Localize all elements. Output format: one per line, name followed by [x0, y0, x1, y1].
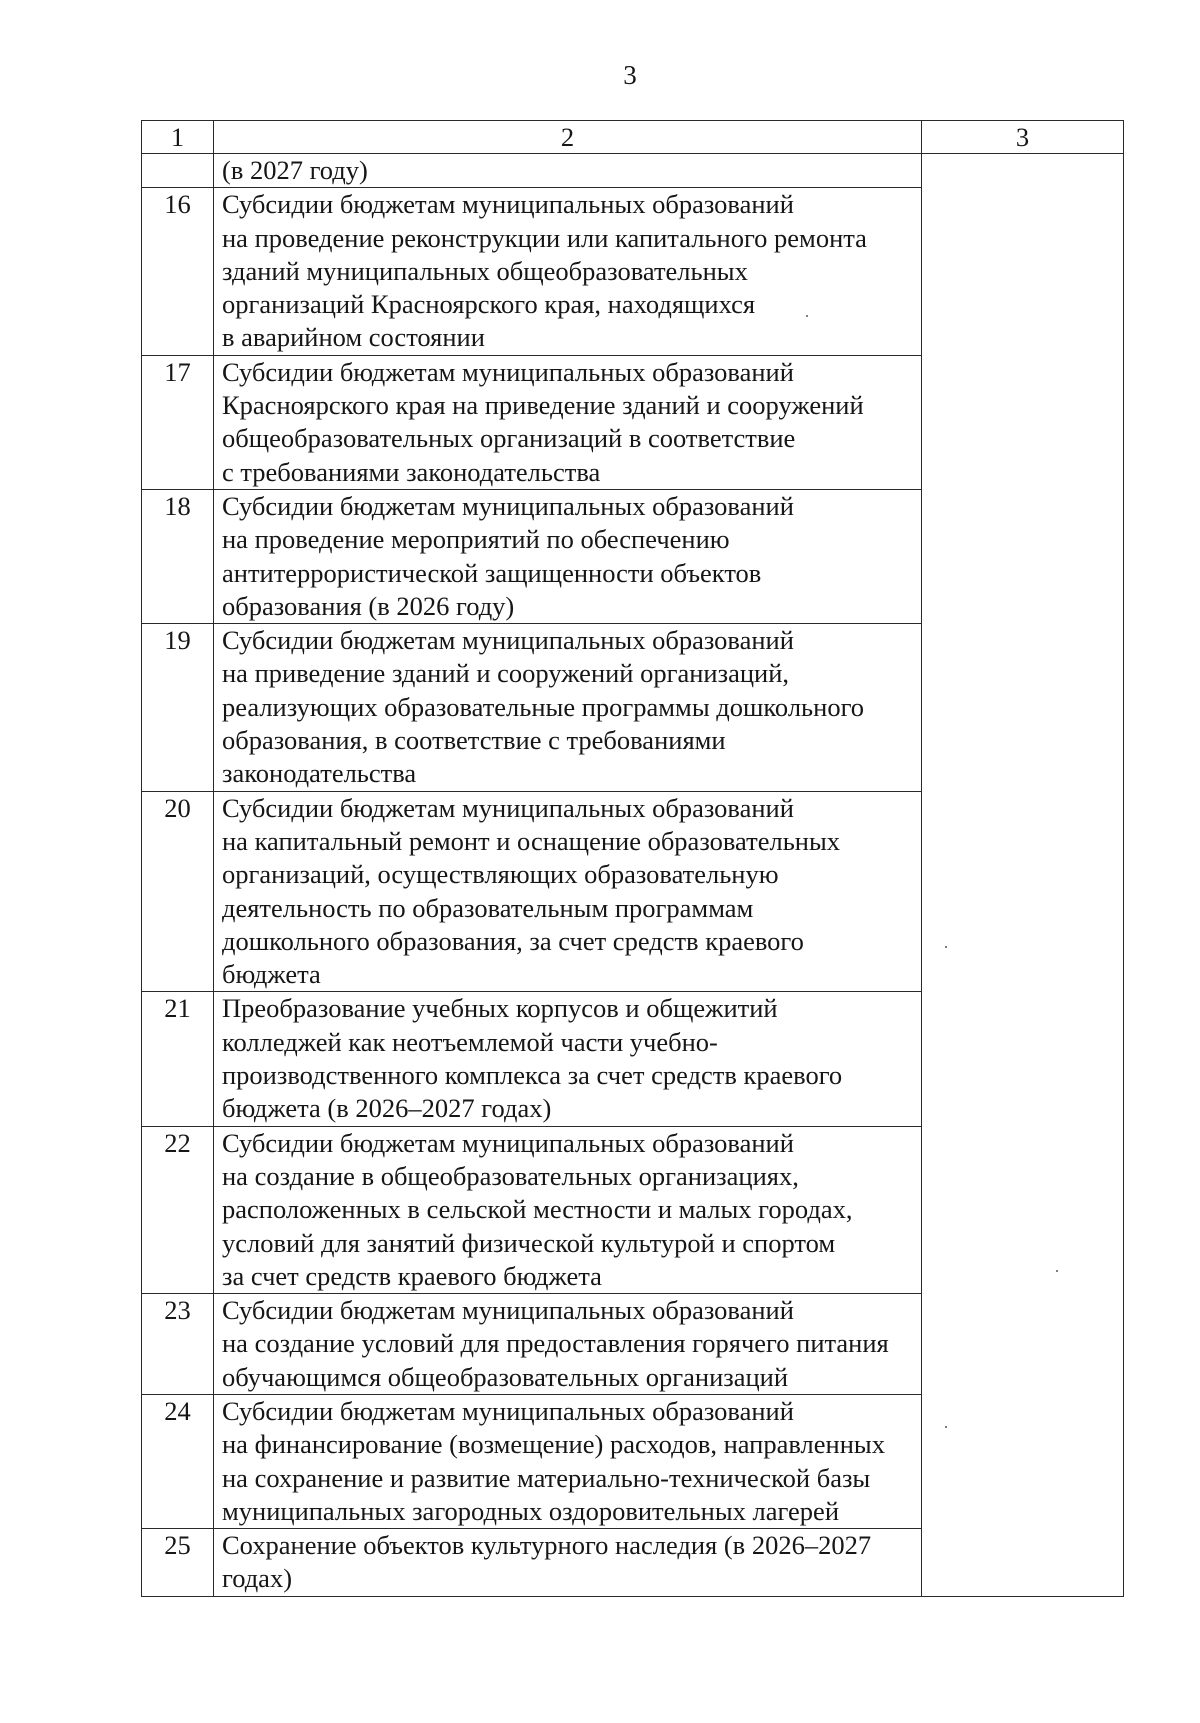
- row-column-3: [922, 1529, 1124, 1597]
- row-description: Субсидии бюджетам муниципальных образований на капитальный ремонт и оснащение образовательных организаций, осуществляющих образовательную деятельность по образовательным программам дошкольного образования, за счет средств краевого бюджета: [222, 792, 841, 990]
- table-row: [142, 992, 1124, 1126]
- program-table: [141, 120, 1124, 1597]
- column-header-3: 3: [922, 121, 1124, 154]
- row-description: Субсидии бюджетам муниципальных образований Красноярского края на приведение зданий и сооружений общеобразовательных организаций в соответствие с требованиями законодательства: [222, 356, 864, 487]
- row-number: 18: [142, 489, 214, 623]
- row-number: 19: [142, 624, 214, 791]
- scan-speck: [945, 1426, 947, 1428]
- row-description-cell: [214, 624, 922, 791]
- row-number: 24: [142, 1394, 214, 1528]
- row-number: 23: [142, 1294, 214, 1395]
- row-description-cell: [214, 489, 922, 623]
- page-number: 3: [623, 60, 637, 90]
- row-description-cell: [214, 791, 922, 992]
- row-description-cell: [214, 1126, 922, 1293]
- row-column-3: [922, 1294, 1124, 1395]
- row-column-3: [922, 624, 1124, 791]
- row-description: Субсидии бюджетам муниципальных образований на финансирование (возмещение) расходов, направленных на сохранение и развитие материально-технической базы муниципальных загородных оздоровительных лагерей: [222, 1395, 885, 1526]
- row-description-cell: [214, 1529, 922, 1597]
- row-column-3: [922, 1126, 1124, 1293]
- row-number: 20: [142, 791, 214, 992]
- table-row: [142, 489, 1124, 623]
- row-description-cell: [214, 1394, 922, 1528]
- table-row: [142, 188, 1124, 355]
- row-description-cell: [214, 992, 922, 1126]
- row-description: Субсидии бюджетам муниципальных образований на проведение мероприятий по обеспечению антитеррористической защищенности объектов образования (в 2026 году): [222, 490, 794, 621]
- column-header-2: 2: [214, 121, 922, 154]
- row-column-3: [922, 188, 1124, 355]
- row-description: Субсидии бюджетам муниципальных образований на приведение зданий и сооружений организаций, реализующих образовательные программы дошкольного образования, в соответствие с требованиями законодательства: [222, 625, 865, 789]
- row-description: Преобразование учебных корпусов и общежитий колледжей как неотъемлемой части учебно- производственного комплекса за счет средств краевого бюджета (в 2026–2027 годах): [222, 993, 843, 1124]
- row-description-cell: [214, 355, 922, 489]
- row-column-3: [922, 992, 1124, 1126]
- row-description-cell: [214, 188, 922, 355]
- row-column-3: [922, 154, 1124, 188]
- table-row: [142, 355, 1124, 489]
- table-row: [142, 1294, 1124, 1395]
- row-description: Субсидии бюджетам муниципальных образований на проведение реконструкции или капитального ремонта зданий муниципальных общеобразовательных организаций Красноярского края, находящихся в аварийном состоянии: [222, 189, 867, 353]
- row-description: (в 2027 году): [222, 155, 368, 185]
- row-description: Субсидии бюджетам муниципальных образований на создание в общеобразовательных организациях, расположенных в сельской местности и малых городах, условий для занятий физической культурой и спортом за счет средств краевого бюджета: [222, 1127, 853, 1291]
- row-number: 25: [142, 1529, 214, 1597]
- row-description-cell: [214, 154, 922, 188]
- row-description: Субсидии бюджетам муниципальных образований на создание условий для предоставления горячего питания обучающимся общеобразовательных организаций: [222, 1295, 889, 1392]
- row-column-3: [922, 791, 1124, 992]
- table-row: [142, 791, 1124, 992]
- table-row: [142, 1126, 1124, 1293]
- scan-speck: [945, 946, 947, 948]
- table-header-row: [142, 121, 1124, 154]
- row-number: 16: [142, 188, 214, 355]
- table-row: [142, 154, 1124, 188]
- table-row: [142, 1529, 1124, 1597]
- column-header-1: 1: [142, 121, 214, 154]
- row-number: 21: [142, 992, 214, 1126]
- row-number: 17: [142, 355, 214, 489]
- row-column-3: [922, 1394, 1124, 1528]
- scan-speck: [1056, 1270, 1058, 1272]
- row-column-3: [922, 355, 1124, 489]
- row-description-cell: [214, 1294, 922, 1395]
- row-number: 22: [142, 1126, 214, 1293]
- scan-speck: [806, 315, 808, 317]
- table-row: [142, 624, 1124, 791]
- row-column-3: [922, 489, 1124, 623]
- row-number: [142, 154, 214, 188]
- row-description: Сохранение объектов культурного наследия (в 2026–2027 годах): [222, 1530, 872, 1594]
- table-row: [142, 1394, 1124, 1528]
